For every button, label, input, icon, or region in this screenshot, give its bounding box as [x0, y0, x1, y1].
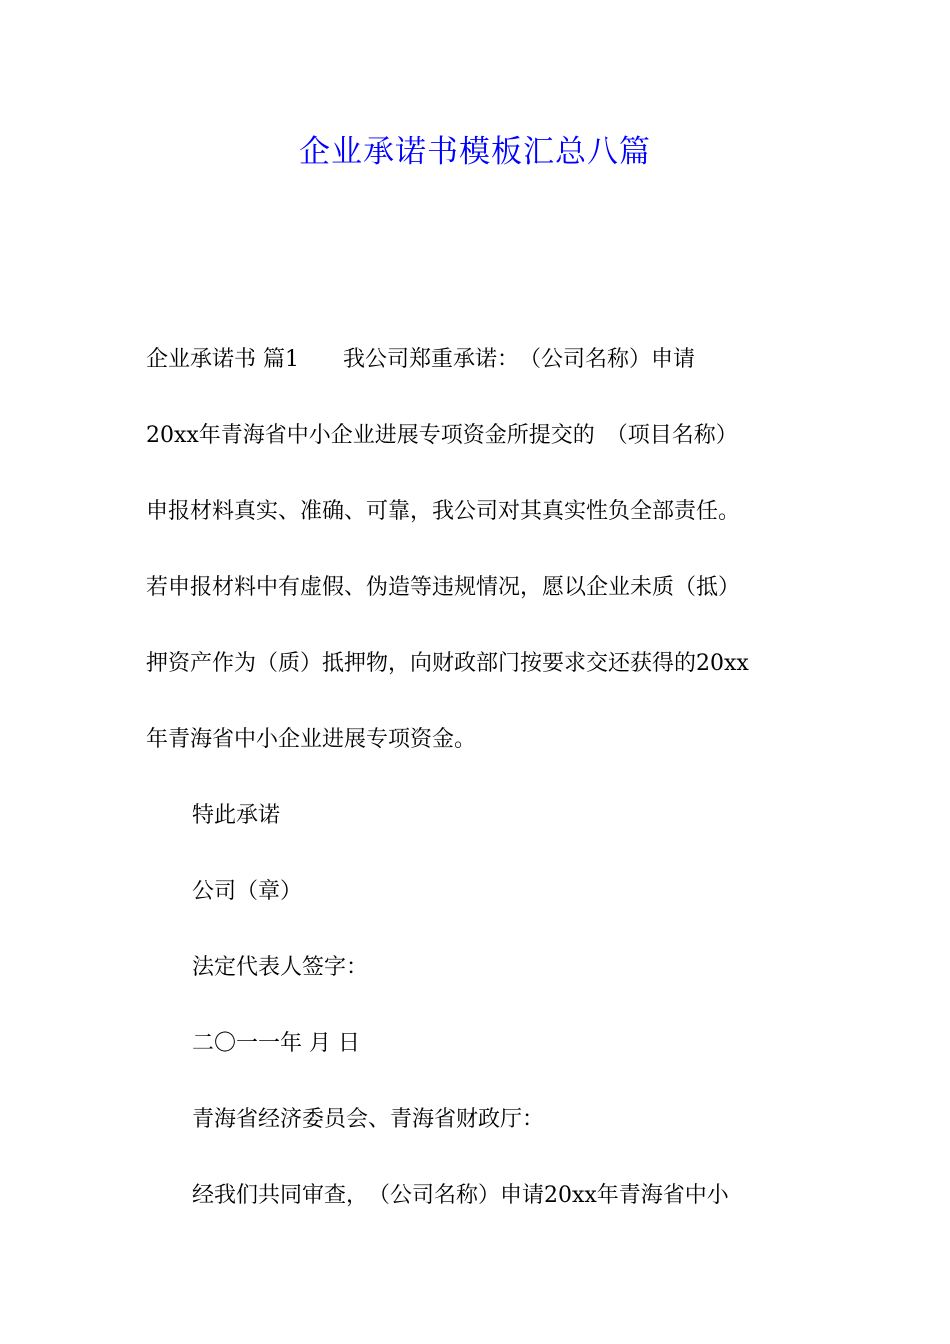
heading-line [146, 333, 812, 409]
paragraph-1-line-4: 若申报材料中有虚假、伪造等违规情况，愿以企业未质（抵） [146, 575, 741, 600]
paragraph-1-line-5: 押资产作为（质）抵押物，向财政部门按要求交还获得的20xx [146, 651, 749, 676]
paragraph-1-line-2: 20xx年青海省中小企业进展专项资金所提交的 （项目名称） [146, 423, 738, 448]
addressee-line: 青海省经济委员会、青海省财政厅： [192, 1107, 545, 1132]
paragraph-1-line-3: 申报材料真实、准确、可靠，我公司对其真实性负全部责任。 [146, 499, 741, 524]
date-line: 二〇一一年 月 日 [192, 1031, 360, 1056]
paragraph-1-line-6: 年青海省中小企业进展专项资金。 [146, 727, 477, 752]
closing-line: 特此承诺 [192, 803, 281, 828]
paragraph-1-line-1: 我公司郑重承诺： （公司名称）申请 [343, 347, 696, 372]
seal-line: 公司（章） [192, 879, 303, 904]
section-heading: 企业承诺书 篇1 [146, 347, 299, 372]
signature-line: 法定代表人签字： [192, 955, 369, 980]
document-title: 企业承诺书模板汇总八篇 [299, 134, 651, 170]
document-body [146, 333, 812, 1245]
paragraph-2-line-1: 经我们共同审查， （公司名称）申请20xx年青海省中小 [192, 1183, 729, 1208]
